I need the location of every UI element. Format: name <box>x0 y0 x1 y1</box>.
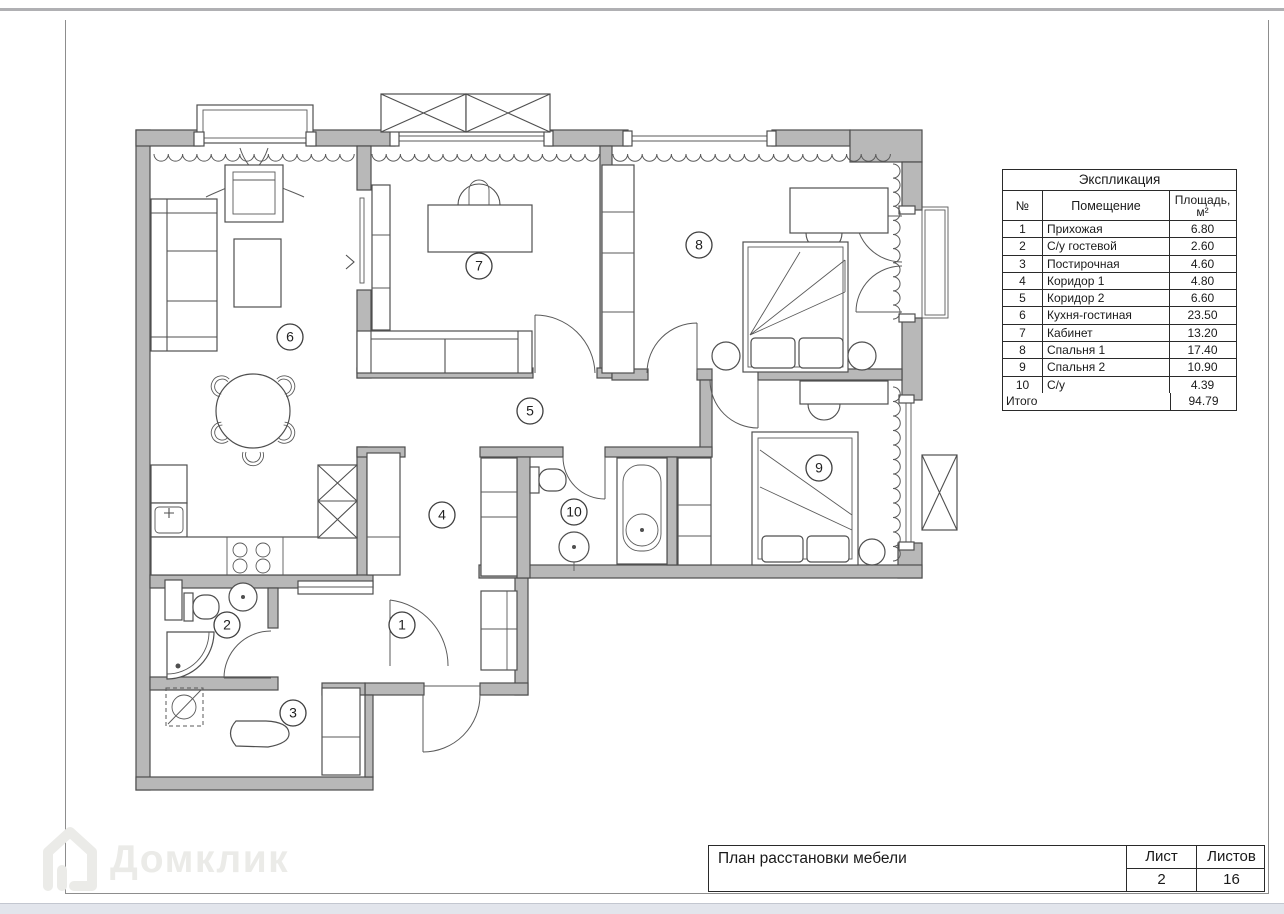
title-block <box>708 845 1265 892</box>
table-cell: Спальня 1 <box>1043 342 1170 358</box>
divider <box>1126 868 1264 869</box>
table-cell: 4.39 <box>1190 377 1215 392</box>
table-cell: 13.20 <box>1187 325 1218 340</box>
table-cell: Кабинет <box>1043 325 1170 341</box>
washbasin-icon <box>229 583 257 611</box>
pouf-icon <box>859 539 885 565</box>
col-header-room: Помещение <box>1043 191 1170 220</box>
table-cell: 4 <box>1003 273 1043 289</box>
table-cell: 3 <box>1003 256 1043 272</box>
shoe-shelf-icon <box>298 581 373 594</box>
room-number: 3 <box>289 704 297 721</box>
bay-window-icon <box>194 105 316 146</box>
toilet-icon <box>530 467 566 493</box>
table-cell: С/у <box>1043 377 1170 393</box>
sheets-total: 16 <box>1223 871 1240 888</box>
kitchen-counter-icon <box>151 537 357 575</box>
bathtub-icon <box>617 458 667 564</box>
drawing-title: План расстановки мебели <box>718 850 907 867</box>
closet-icon <box>372 185 390 330</box>
desk-icon <box>428 205 532 252</box>
coffee-table-icon <box>234 239 281 307</box>
washing-machine-icon <box>166 688 203 726</box>
room-number: 8 <box>695 236 703 253</box>
explication-table <box>1002 169 1237 411</box>
dressing-table-icon <box>800 381 888 420</box>
table-cell: Коридор 1 <box>1043 273 1170 289</box>
table-cell: 10.90 <box>1187 360 1218 375</box>
ironing-board-icon <box>231 721 290 747</box>
toilet-icon <box>184 593 219 621</box>
ac-unit-icon <box>381 94 550 132</box>
sheet-label: Лист <box>1145 848 1178 865</box>
table-row <box>1003 273 1236 290</box>
total-value: 94.79 <box>1188 393 1219 408</box>
table-cell: 4.60 <box>1190 256 1215 271</box>
closet-icon <box>678 458 711 565</box>
office-chair-icon <box>458 180 500 205</box>
table-total-row <box>1003 393 1236 410</box>
table-cell: 2.60 <box>1190 239 1215 254</box>
table-cell: С/у гостевой <box>1043 238 1170 254</box>
loveseat-icon <box>357 331 532 373</box>
table-title: Экспликация <box>1003 170 1236 191</box>
table-row <box>1003 325 1236 342</box>
table-cell: 23.50 <box>1187 308 1218 323</box>
room-number: 5 <box>526 402 534 419</box>
table-cell: Прихожая <box>1043 221 1170 237</box>
sheets-label: Листов <box>1207 848 1256 865</box>
table-cell: Постирочная <box>1043 256 1170 272</box>
room-number: 6 <box>286 328 294 345</box>
closet-icon <box>602 165 634 373</box>
table-cell: 2 <box>1003 238 1043 254</box>
col-header-area: Площадь, м² <box>1174 192 1231 219</box>
table-cell: 4.80 <box>1190 273 1215 288</box>
room-number: 2 <box>223 616 231 633</box>
table-cell: 5 <box>1003 290 1043 306</box>
table-row <box>1003 359 1236 376</box>
armchair-icon <box>225 165 283 222</box>
col-header-num: № <box>1003 191 1043 220</box>
room-number: 7 <box>475 257 483 274</box>
table-header-row <box>1003 191 1236 221</box>
table-cell: 8 <box>1003 342 1043 358</box>
table-cell: 17.40 <box>1187 343 1218 358</box>
table-row <box>1003 238 1236 255</box>
closet-icon <box>322 688 360 775</box>
table-row <box>1003 377 1236 393</box>
cabinet-icon <box>165 580 182 620</box>
kitchen-sink-icon <box>151 503 187 537</box>
table-row <box>1003 307 1236 324</box>
table-cell: 10 <box>1003 377 1043 393</box>
room-number: 4 <box>438 506 446 523</box>
bed-icon <box>752 432 858 565</box>
fan-coil-icon <box>922 455 957 530</box>
wardrobe-icon <box>481 591 517 670</box>
room-number: 1 <box>398 616 406 633</box>
table-cell: 6.80 <box>1190 222 1215 236</box>
table-body <box>1003 221 1236 393</box>
total-label: Итого <box>1003 393 1171 410</box>
room-number: 10 <box>566 503 582 520</box>
dining-table-icon <box>208 372 299 466</box>
table-cell: Кухня-гостиная <box>1043 307 1170 323</box>
table-row <box>1003 221 1236 238</box>
table-row <box>1003 256 1236 273</box>
page-bottom-edge <box>0 903 1284 914</box>
table-cell: 6 <box>1003 307 1043 323</box>
room-number: 9 <box>815 459 823 476</box>
table-cell: 9 <box>1003 359 1043 375</box>
table-cell: 7 <box>1003 325 1043 341</box>
bed-icon <box>743 242 848 372</box>
watermark-text: Домклик <box>110 838 290 881</box>
table-cell: 6.60 <box>1190 291 1215 306</box>
shower-icon <box>167 632 214 679</box>
sofa-icon <box>151 199 217 351</box>
sheet-number: 2 <box>1157 871 1166 888</box>
table-cell: Коридор 2 <box>1043 290 1170 306</box>
fridge-icon <box>151 465 187 503</box>
table-row <box>1003 342 1236 359</box>
table-row <box>1003 290 1236 307</box>
table-cell: 1 <box>1003 221 1043 237</box>
balcony-icon <box>899 206 948 322</box>
table-cell: Спальня 2 <box>1043 359 1170 375</box>
